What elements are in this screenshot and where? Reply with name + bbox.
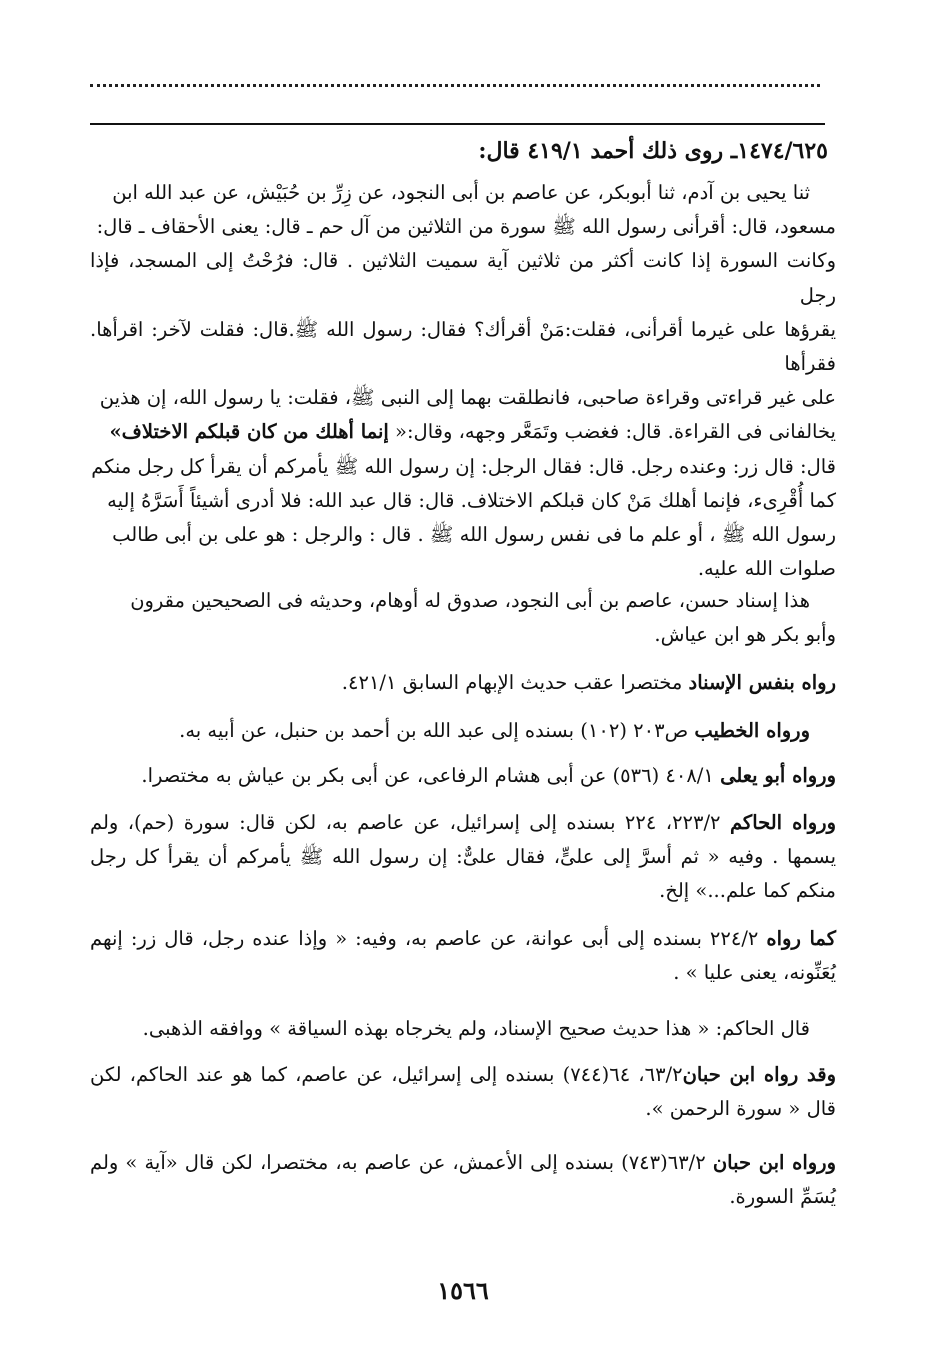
hadith-line (90, 415, 836, 449)
takhrij-4 (90, 806, 836, 909)
source-text: ٦٣/٢، ٦٤(٧٤٤) بسنده إلى إسرائيل، عن عاصم، كما هو عند الحاكم، لكن قال « سورة الرحمن ». (90, 1063, 836, 1121)
note-line: وأبو بكر هو ابن عياش. (654, 623, 836, 647)
source-text: ٦٣/٢(٧٤٣) بسنده إلى الأعمش، عن عاصم به، مختصرا، لكن قال «آية » ولم يُسَمِّ السورة. (90, 1151, 836, 1209)
source-label: ورواه أبو يعلى (720, 764, 836, 787)
isnad-note (90, 584, 836, 652)
source-text: قال الحاكم: « هذا حديث صحيح الإسناد، ولم يخرجاه بهذه السياقة » ووافقه الذهبى. (142, 1017, 810, 1040)
source-label: ورواه ابن حبان (712, 1151, 836, 1174)
takhrij-8 (90, 1146, 836, 1214)
hadith-line: كما أُقْرِىء، فإنما أهلك مَنْ كان قبلكم الاختلاف. قال: قال عبد الله: فلا أدرى أشيئاً أَسَرَّهُ إليه (107, 488, 836, 512)
takhrij-paragraph (90, 1012, 836, 1046)
takhrij-2 (90, 714, 836, 748)
takhrij-7 (90, 1058, 836, 1126)
heading-rule (90, 123, 825, 125)
takhrij-6 (90, 1012, 836, 1046)
hadith-title: روى ذلك أحمد ٤١٩/١ قال: (478, 138, 731, 164)
takhrij-paragraph (90, 1146, 836, 1214)
takhrij-paragraph (90, 806, 836, 909)
takhrij-paragraph (90, 714, 836, 748)
hadith-text-segment: يخالفانى فى القراءة. قال: فغضب وتَمَعَّر وجهه، وقال:« (388, 420, 836, 444)
source-label: وقد رواه ابن حبان (682, 1063, 836, 1086)
note-line: هذا إسناد حسن، عاصم بن أبى النجود، صدوق له أوهام، وحديثه فى الصحيحين مقرون (130, 589, 810, 612)
takhrij-3 (90, 759, 836, 793)
source-text: ٢٢٣/٢، ٢٢٤ بسنده إلى إسرائيل، عن عاصم به، لكن قال: سورة (حم)، ولم يسمها . وفيه « ثم أسرَّ إلى علىٍّ، فقال علىٌّ: إن رسول الله ﷺ يأمركم أن يقرأ كل رجل منكم كما علم...» إلخ. (90, 811, 836, 903)
takhrij-paragraph (90, 666, 836, 700)
takhrij-paragraph (90, 1058, 836, 1126)
hadith-text (90, 176, 836, 586)
hadith-line: ثنا يحيى بن آدم، ثنا أبوبكر، عن عاصم بن أبى النجود، عن زِرِّ بن حُبَيْش، عن عبد الله ابن (112, 181, 810, 204)
source-text: ٢٢٤/٢ بسنده إلى أبى عوانة، عن عاصم به، وفيه: « وإذا عنده رجل، قال زر: إنهم يُعَنِّونه، يعنى عليا » . (90, 927, 836, 985)
source-label: ورواه الحاكم (729, 811, 836, 834)
hadith-line: قال: قال زر: وعنده رجل. قال: فقال الرجل: إن رسول الله ﷺ يأمركم أن يقرأ كل رجل منكم (91, 454, 836, 478)
page-number: ١٥٦٦ (437, 1276, 489, 1305)
source-text: مختصرا عقب حديث الإبهام السابق ٤٢١/١. (341, 671, 689, 694)
takhrij-paragraph (90, 922, 836, 990)
hadith-line: صلوات الله عليه. (697, 557, 836, 581)
document-page (90, 0, 836, 1368)
takhrij-1 (90, 666, 836, 700)
takhrij-paragraph (90, 759, 836, 793)
hadith-line: يقرؤها على غيرما أقرأنى، فقلت:مَنْ أقرأك؟ فقال: رسول الله ﷺ.قال: فقلت لآخر: اقرأها. فقرأها (90, 317, 836, 376)
source-text: ٤٠٨/١ (٥٣٦) عن أبى هشام الرفاعى، عن أبى بكر بن عياش به مختصرا. (141, 764, 721, 787)
hadith-heading (90, 134, 828, 168)
source-text: ص٢٠٣ (١٠٢) بسنده إلى عبد الله بن أحمد بن حنبل، عن أبيه به. (179, 719, 695, 742)
hadith-line: رسول الله ﷺ ، أو علم ما فى نفس رسول الله ﷺ . قال : والرجل : هو على بن أبى طالب (112, 523, 836, 547)
source-label: كما رواه (766, 927, 836, 950)
hadith-number: ١٤٧٤/٦٢٥ـ (730, 138, 828, 164)
takhrij-5 (90, 922, 836, 990)
prophetic-saying: إنما أهلك من كان قبلكم الاختلاف» (109, 420, 389, 444)
hadith-line: وكانت السورة إذا كانت أكثر من ثلاثين آية سميت الثلاثين . قال: فرُحْتُ إلى المسجد، فإذا رجل (90, 249, 836, 307)
source-label: رواه بنفس الإسناد (688, 671, 836, 694)
source-label: ورواه الخطيب (694, 719, 810, 742)
hadith-line: مسعود، قال: أقرأنى رسول الله ﷺ سورة من الثلاثين من آل حم ـ قال: يعنى الأحقاف ـ قال: (96, 215, 836, 239)
dotted-divider (90, 84, 820, 87)
hadith-line: على غير قراءتى وقراءة صاحبى، فانطلقت بهما إلى النبى ﷺ، فقلت: يا رسول الله، إن هذين (99, 386, 836, 410)
